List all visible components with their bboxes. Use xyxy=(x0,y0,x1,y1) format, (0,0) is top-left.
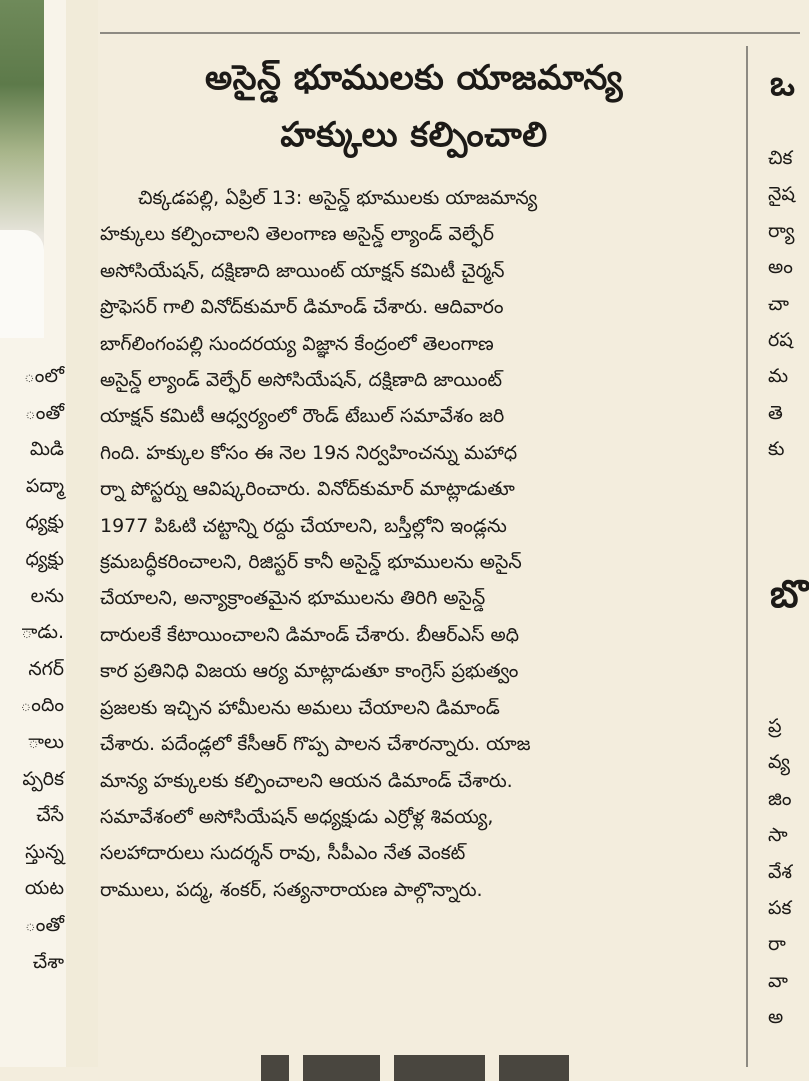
gutter-left xyxy=(66,0,98,1067)
text-line: స్తున్న xyxy=(25,840,64,863)
text-line: వేశ xyxy=(768,860,792,883)
text-line: పద్మా xyxy=(25,474,64,497)
left-column-text xyxy=(0,358,66,980)
text-line: కార ప్రతినిధి విజయ ఆర్య మాట్లాడుతూ కాంగ్రెస్ ప్రభుత్వం xyxy=(100,660,519,683)
text-line: గింది. హక్కుల కోసం ఈ నెల 19న నిర్వహించన్ను మహాధ xyxy=(100,441,518,464)
text-line: అసైన్డ్ ల్యాండ్ వెల్ఫేర్ అసోసియేషన్, దక్షిణాది జాయింట్ xyxy=(100,369,503,392)
text-line: చేశా xyxy=(32,950,64,973)
text-line: ాడు. xyxy=(21,621,64,644)
text-line: రా xyxy=(768,933,786,956)
text-line: హక్కులు కల్పించాలని తెలంగాణ అసైన్డ్ ల్యాండ్ వెల్ఫేర్ xyxy=(100,223,495,246)
right-neighbour-column xyxy=(756,40,809,1067)
text-line: బాగ్‌లింగంపల్లి సుందరయ్య విజ్ఞాన కేంద్రంలో తెలంగాణ xyxy=(100,332,494,355)
text-line: రాములు, పద్మ, శంకర్, సత్యనారాయణ పాల్గొన్నారు. xyxy=(100,878,483,901)
text-line: మ xyxy=(768,365,789,388)
text-line: ధ్యక్షు xyxy=(25,547,64,570)
text-line: ంతో xyxy=(24,401,64,424)
text-line: సలహాదారులు సుదర్శన్ రావు, సీపీఎం నేత వెంకట్ xyxy=(100,842,466,865)
text-line: తె xyxy=(768,401,783,424)
text-line: చేయాలని, అన్యాక్రాంతమైన భూములను తిరిగి అసైన్డ్ xyxy=(100,587,486,610)
text-line: క్రమబద్ధీకరించాలని, రిజిస్టర్ కానీ అసైన్డ్ భూములను అసైన్ xyxy=(100,551,522,574)
text-line: అ xyxy=(768,1006,784,1029)
right-heading-bottom: బొ xyxy=(770,572,809,616)
text-line: మిడి xyxy=(29,438,64,461)
text-line: ప్పరిక xyxy=(22,767,64,790)
text-line: లను xyxy=(30,584,64,607)
left-photo-figure xyxy=(0,230,44,338)
next-headline-peek xyxy=(240,1055,590,1067)
text-line: నైష xyxy=(768,183,795,206)
text-line: చా xyxy=(768,292,789,315)
left-neighbour-column xyxy=(0,0,66,1067)
text-line: చిక xyxy=(768,147,793,169)
text-line: దారులకే కేటాయించాలని డిమాండ్ చేశారు. బీఆర్ఎస్ అధి xyxy=(100,623,520,646)
headline-line: అసైన్డ్ భూములకు యాజమాన్య xyxy=(204,58,623,98)
text-line: సా xyxy=(768,824,788,847)
text-line: 1977 పిఓటి చట్టాన్ని రద్దు చేయాలని, బస్తీల్లోని ఇండ్లను xyxy=(100,514,507,537)
text-line: మాన్య హక్కులకు కల్పించాలని ఆయన డిమాండ్ చేశారు. xyxy=(100,769,513,792)
text-line: చిక్కడపల్లి, ఏప్రిల్ 13: అసైన్డ్ భూములకు యాజమాన్య xyxy=(138,187,538,209)
text-line: యాక్షన్ కమిటీ ఆధ్వర్యంలో రౌండ్ టేబుల్ సమావేశం జరి xyxy=(100,405,505,428)
text-line: వ్య xyxy=(768,751,791,774)
text-line: చేశారు. పదేండ్లలో కేసీఆర్ గొప్ప పాలన చేశారన్నారు. యాజ xyxy=(100,733,531,756)
text-line: వా xyxy=(768,969,788,992)
text-line: ాలు xyxy=(28,730,64,753)
text-line: అసోసియేషన్, దక్షిణాది జాయింట్ యాక్షన్ కమిటీ చైర్మన్ xyxy=(100,259,505,282)
text-line: ంలో xyxy=(23,365,64,387)
text-line: ందిం xyxy=(20,694,64,717)
left-photo xyxy=(0,0,44,338)
text-line: నగర్ xyxy=(28,657,64,680)
text-line: యట xyxy=(24,877,64,900)
text-line: రష xyxy=(768,328,793,351)
top-strip xyxy=(95,0,800,10)
text-line: ప్ర xyxy=(768,715,782,737)
text-line: చేసే xyxy=(36,804,64,827)
text-line: ప్రజలకు ఇచ్చిన హామీలను అమలు చేయాలని డిమాండ్ xyxy=(100,696,500,719)
text-line: పక xyxy=(768,896,792,919)
right-heading-top: ఒ xyxy=(770,64,795,104)
article-headline xyxy=(100,40,728,164)
top-rule xyxy=(100,32,800,34)
column-divider xyxy=(746,46,748,1067)
article-body xyxy=(100,180,728,908)
right-text-bottom xyxy=(768,708,792,1036)
text-line: సమావేశంలో అసోసియేషన్ అధ్యక్షుడు ఎర్రోళ్ల శివయ్య, xyxy=(100,805,494,828)
text-line: జిం xyxy=(768,787,792,810)
text-line: ంతో xyxy=(24,913,64,936)
text-line: ధ్యక్షు xyxy=(25,511,64,534)
text-line: ర్నా పోస్టర్ను ఆవిష్కరించారు. వినోద్‌కుమార్ మాట్లాడుతూ xyxy=(100,478,515,501)
right-text-top xyxy=(768,140,795,468)
headline-line: హక్కులు కల్పించాలి xyxy=(280,115,548,155)
text-line: కు xyxy=(768,438,785,461)
main-article xyxy=(100,40,728,908)
text-line: ర్యా xyxy=(768,219,795,242)
text-line: ప్రొఫెసర్ గాలి వినోద్‌కుమార్ డిమాండ్ చేశారు. ఆదివారం xyxy=(100,296,504,319)
text-line: అం xyxy=(768,256,793,279)
